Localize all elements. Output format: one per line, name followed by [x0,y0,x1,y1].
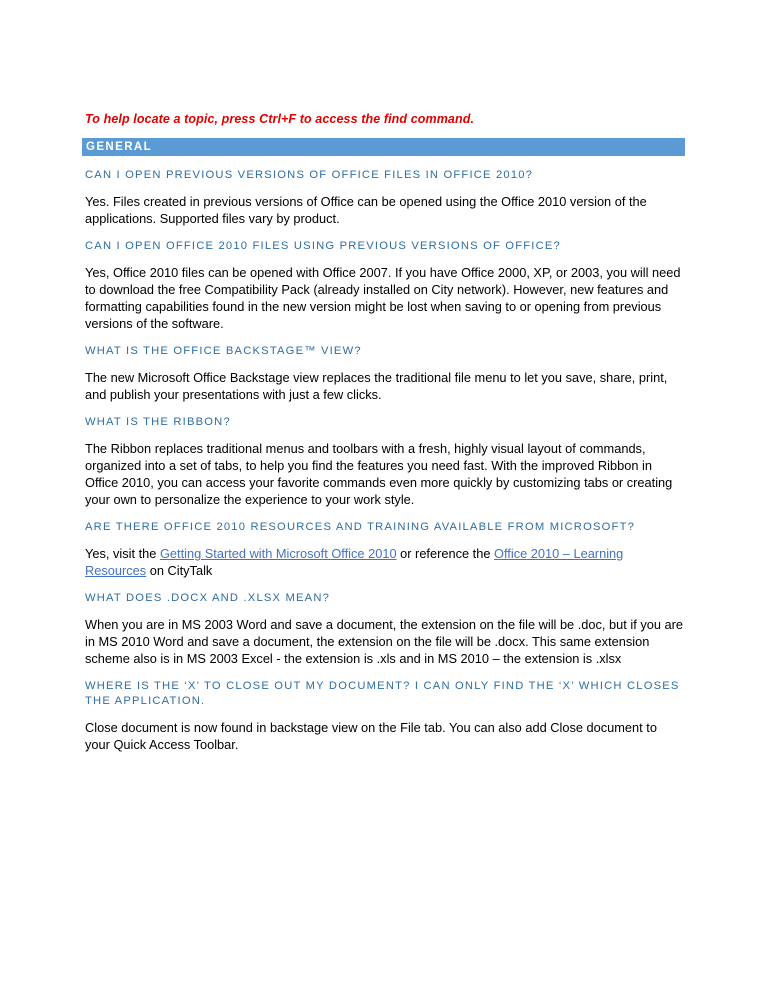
answer-5-mid: or reference the [396,546,495,561]
faq-answer-6: When you are in MS 2003 Word and save a document, the extension on the file will be .doc, but if you are in MS 2010 Word and save a document, the extension on the file will be .docx. This same extension scheme also is in MS 2003 Excel - the extension is .xls and in MS 2010 – the extension is .xlsx [85,617,684,666]
faq-question-4: WHAT IS THE RIBBON? [85,416,231,428]
faq-answer-7: Close document is now found in backstage view on the File tab. You can also add Close document to your Quick Access Toolbar. [85,720,657,752]
section-header-general: GENERAL [82,138,685,156]
faq-answer-2: Yes, Office 2010 files can be opened with Office 2007. If you have Office 2000, XP, or 2003, you will need to download the free Compatibility Pack (already installed on City network). However, new features and formatting capabilities found in the new version might be lost when saving to or opening from previous versions of the software. [85,265,681,331]
faq-answer-1: Yes. Files created in previous versions of Office can be opened using the Office 2010 version of the applications. Supported files vary by product. [85,194,647,226]
faq-answer-4: The Ribbon replaces traditional menus and toolbars with a fresh, highly visual layout of commands, organized into a set of tabs, to help you find the features you need fast. With the improved Ribbon in Office 2010, you can access your favorite commands even more quickly by customizing tabs or creating your own to personalize the experience to your work style. [85,441,673,507]
faq-answer-5 [85,545,683,579]
answer-5-prefix: Yes, visit the [85,546,160,561]
document-body [85,112,683,765]
find-tip: To help locate a topic, press Ctrl+F to access the find command. [85,112,475,126]
answer-5-suffix: on CityTalk [146,563,213,578]
getting-started-link[interactable]: Getting Started with Microsoft Office 2010 [159,546,397,561]
faq-question-5: ARE THERE OFFICE 2010 RESOURCES AND TRAINING AVAILABLE FROM MICROSOFT? [85,521,636,533]
learning-resources-link[interactable]: Office 2010 – Learning Resources [85,546,624,578]
faq-answer-3: The new Microsoft Office Backstage view replaces the traditional file menu to let you save, share, print, and publish your presentations with just a few clicks. [85,370,668,402]
faq-question-1: CAN I OPEN PREVIOUS VERSIONS OF OFFICE FILES IN OFFICE 2010? [85,169,534,181]
faq-question-7: WHERE IS THE ‘X’ TO CLOSE OUT MY DOCUMENT? I CAN ONLY FIND THE ‘X’ WHICH CLOSES THE APPLICATION. [85,680,680,707]
faq-question-3: WHAT IS THE OFFICE BACKSTAGE™ VIEW? [85,345,362,357]
faq-question-6: WHAT DOES .DOCX AND .XLSX MEAN? [85,592,331,604]
faq-question-2: CAN I OPEN OFFICE 2010 FILES USING PREVIOUS VERSIONS OF OFFICE? [85,240,561,252]
